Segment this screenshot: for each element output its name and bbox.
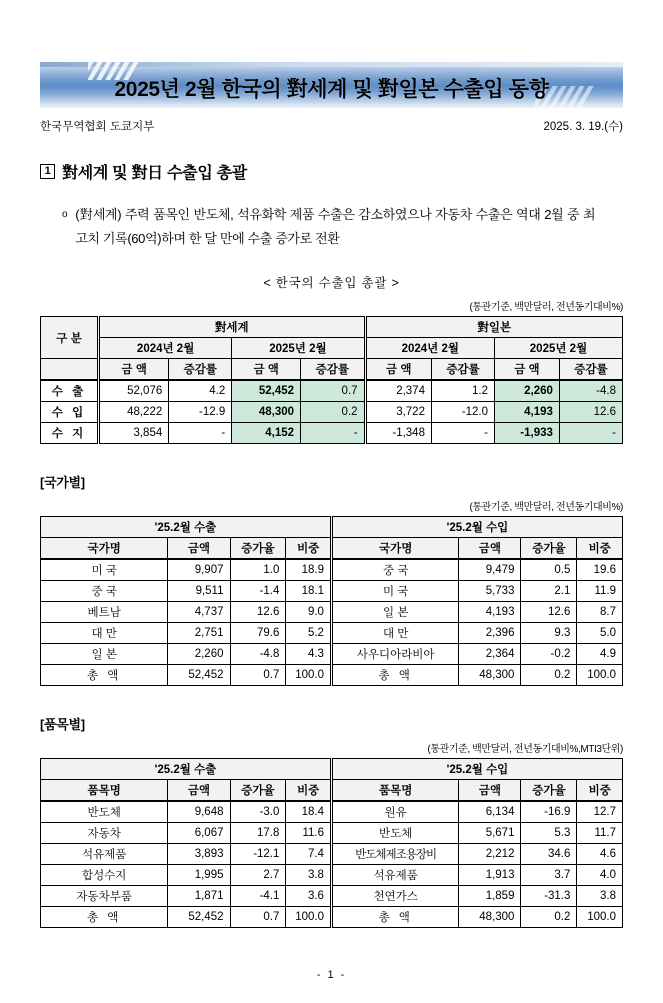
- table2-total-cell: 0.2: [521, 665, 577, 686]
- table3-hdr-rate-e: 증가율: [230, 780, 286, 802]
- table3-cell: 석유제품: [41, 844, 168, 865]
- table2-hdr-rate-i: 증가율: [521, 538, 577, 560]
- table-row: [41, 844, 623, 865]
- table1-subhdr-5: 증감률: [431, 359, 494, 381]
- summary-table: [40, 316, 623, 444]
- table2-units: (통관기준, 백만달러, 전년동기대비%): [469, 502, 623, 514]
- table3-cell: 천연가스: [331, 886, 458, 907]
- table2-cell: 2,364: [459, 644, 521, 665]
- table1-cell: -1,348: [365, 423, 431, 444]
- table3-cell: 3.8: [286, 865, 332, 886]
- table2-cell: 사우디아라비아: [331, 644, 458, 665]
- table3-hdr-amt-e: 금액: [168, 780, 230, 802]
- table2-total-cell: 52,452: [168, 665, 230, 686]
- table1-cell: 0.2: [301, 402, 366, 423]
- table2-cell: 미 국: [331, 581, 458, 602]
- table1-subhdr-1: 증감률: [169, 359, 232, 381]
- table2-cell: 5.0: [577, 623, 623, 644]
- table3-cell: 1,859: [459, 886, 521, 907]
- table3-cell: 반도체제조용장비: [331, 844, 458, 865]
- table-row: [41, 780, 623, 802]
- organization-label: 한국무역협회 도쿄지부: [40, 121, 155, 133]
- table1-cell: -12.0: [431, 402, 494, 423]
- table1-group-japan: 對일본: [365, 317, 622, 338]
- table3-hdr-share-i: 비중: [577, 780, 623, 802]
- table2-cell: 1.0: [230, 559, 286, 581]
- table-row: [41, 886, 623, 907]
- table1-subhdr-7: 증감률: [559, 359, 622, 381]
- table3-total-cell: 100.0: [286, 907, 332, 928]
- table2-total-cell: 48,300: [459, 665, 521, 686]
- table2-cell: 대 만: [331, 623, 458, 644]
- table2-cell: 18.1: [286, 581, 332, 602]
- table3-cell: 34.6: [521, 844, 577, 865]
- table2-hdr-share-e: 비중: [286, 538, 332, 560]
- table2-total-cell: 100.0: [577, 665, 623, 686]
- table1-caption: < 한국의 수출입 총괄 >: [263, 276, 400, 291]
- table2-cell: 2,751: [168, 623, 230, 644]
- table3-total-cell: 48,300: [459, 907, 521, 928]
- table3-hdr-name-i: 품목명: [331, 780, 458, 802]
- table3-cell: 5,671: [459, 823, 521, 844]
- table2-group-import: '25.2월 수입: [331, 517, 622, 538]
- table2-hdr-share-i: 비중: [577, 538, 623, 560]
- table1-col-label: 구 분: [41, 317, 99, 359]
- document-page: [0, 62, 663, 1003]
- table2-cell: -1.4: [230, 581, 286, 602]
- section-1-heading: [40, 160, 623, 183]
- table3-total-cell: 100.0: [577, 907, 623, 928]
- table-row: [41, 644, 623, 665]
- section-1-bullet: [40, 203, 623, 251]
- table3-total-cell: 0.2: [521, 907, 577, 928]
- table1-cell: -1,933: [494, 423, 559, 444]
- table-row: [41, 801, 623, 823]
- table3-cell: 원유: [331, 801, 458, 823]
- table-row: [41, 423, 623, 444]
- table1-subhdr-blank: [41, 359, 99, 381]
- table-row: [41, 759, 623, 780]
- table1-cell: 3,722: [365, 402, 431, 423]
- table2-hdr-rate-e: 증가율: [230, 538, 286, 560]
- table-row: [41, 865, 623, 886]
- table1-cell: -12.9: [169, 402, 232, 423]
- table1-subhdr-3: 증감률: [301, 359, 366, 381]
- table2-cell: 79.6: [230, 623, 286, 644]
- table1-cell: 1.2: [431, 380, 494, 402]
- table3-cell: 2,212: [459, 844, 521, 865]
- table1-group-world: 對세계: [99, 317, 366, 338]
- table1-cell: -4.8: [559, 380, 622, 402]
- table1-row-label: 수 지: [41, 423, 99, 444]
- table3-total-cell: 0.7: [230, 907, 286, 928]
- product-table: [40, 758, 623, 928]
- table1-period-w24: 2024년 2월: [99, 338, 232, 359]
- section-number-badge: 1: [40, 164, 55, 179]
- table2-cell: 9,479: [459, 559, 521, 581]
- table3-cell: 3,893: [168, 844, 230, 865]
- table2-cell: 4,737: [168, 602, 230, 623]
- page-title: 2025년 2월 한국의 對세계 및 對일본 수출입 동향: [114, 77, 549, 101]
- country-block-title: [국가별]: [40, 475, 85, 491]
- table3-cell: 석유제품: [331, 865, 458, 886]
- table3-cell: 3.6: [286, 886, 332, 907]
- table1-cell: -: [431, 423, 494, 444]
- table2-cell: 12.6: [230, 602, 286, 623]
- table2-cell: -4.8: [230, 644, 286, 665]
- table2-hdr-name-i: 국가명: [331, 538, 458, 560]
- table1-row-label: 수 출: [41, 380, 99, 402]
- table1-cell: 4.2: [169, 380, 232, 402]
- table3-cell: 17.8: [230, 823, 286, 844]
- table3-hdr-name-e: 품목명: [41, 780, 168, 802]
- table3-hdr-rate-i: 증가율: [521, 780, 577, 802]
- table2-cell: 대 만: [41, 623, 168, 644]
- table2-total-cell: 100.0: [286, 665, 332, 686]
- table1-period-j24: 2024년 2월: [365, 338, 494, 359]
- table3-cell: 1,995: [168, 865, 230, 886]
- table-row: [41, 602, 623, 623]
- section-1-title: 對세계 및 對日 수출입 총괄: [62, 165, 247, 182]
- table3-cell: -31.3: [521, 886, 577, 907]
- table1-cell: 52,452: [232, 380, 301, 402]
- table1-subhdr-0: 금 액: [99, 359, 169, 381]
- table2-group-export: '25.2월 수출: [41, 517, 332, 538]
- table-row: [41, 559, 623, 581]
- table2-cell: 4,193: [459, 602, 521, 623]
- table1-subhdr-4: 금 액: [365, 359, 431, 381]
- table2-cell: -0.2: [521, 644, 577, 665]
- table3-cell: -4.1: [230, 886, 286, 907]
- table3-cell: 11.6: [286, 823, 332, 844]
- table3-cell: 자동차부품: [41, 886, 168, 907]
- table2-cell: 2,260: [168, 644, 230, 665]
- table3-group-import: '25.2월 수입: [331, 759, 622, 780]
- table3-cell: 11.7: [577, 823, 623, 844]
- table3-cell: 18.4: [286, 801, 332, 823]
- table2-hdr-name-e: 국가명: [41, 538, 168, 560]
- table1-cell: 48,300: [232, 402, 301, 423]
- bullet-text: (對세계) 주력 품목인 반도체, 석유화학 제품 수출은 감소하였으나 자동차 수출은 역대 2월 중 최고치 기록(60억)하며 한 달 만에 수출 증가로 전환: [75, 207, 596, 247]
- table1-cell: 4,152: [232, 423, 301, 444]
- table2-cell: 11.9: [577, 581, 623, 602]
- table3-cell: 반도체: [41, 801, 168, 823]
- table3-cell: 3.8: [577, 886, 623, 907]
- table3-cell: 9,648: [168, 801, 230, 823]
- table1-period-j25: 2025년 2월: [494, 338, 622, 359]
- bullet-marker-icon: o: [62, 209, 68, 220]
- table3-cell: 1,871: [168, 886, 230, 907]
- table1-cell: -: [169, 423, 232, 444]
- byline: [40, 118, 623, 134]
- table2-total-label-e: 총 액: [41, 665, 168, 686]
- table3-hdr-amt-i: 금액: [459, 780, 521, 802]
- table2-cell: 2.1: [521, 581, 577, 602]
- table-row: [41, 517, 623, 538]
- table-row-total: [41, 665, 623, 686]
- table1-cell: -: [301, 423, 366, 444]
- table2-cell: 18.9: [286, 559, 332, 581]
- title-banner: [40, 62, 623, 108]
- table-row: [41, 823, 623, 844]
- table1-cell: 3,854: [99, 423, 169, 444]
- table1-cell: 4,193: [494, 402, 559, 423]
- table3-cell: 반도체: [331, 823, 458, 844]
- table2-cell: 12.6: [521, 602, 577, 623]
- table2-hdr-amt-i: 금액: [459, 538, 521, 560]
- table2-cell: 미 국: [41, 559, 168, 581]
- table-row: [41, 359, 623, 381]
- table1-row-label: 수 입: [41, 402, 99, 423]
- table2-cell: 일 본: [41, 644, 168, 665]
- table2-total-label-i: 총 액: [331, 665, 458, 686]
- table3-total-label-i: 총 액: [331, 907, 458, 928]
- table3-cell: 2.7: [230, 865, 286, 886]
- table3-hdr-share-e: 비중: [286, 780, 332, 802]
- table2-cell: 0.5: [521, 559, 577, 581]
- table2-hdr-amt-e: 금액: [168, 538, 230, 560]
- product-block-title: [품목별]: [40, 717, 85, 733]
- table2-cell: 9,511: [168, 581, 230, 602]
- table1-subhdr-6: 금 액: [494, 359, 559, 381]
- table3-cell: 6,067: [168, 823, 230, 844]
- table-row-total: [41, 907, 623, 928]
- table3-total-label-e: 총 액: [41, 907, 168, 928]
- table2-cell: 일 본: [331, 602, 458, 623]
- table2-cell: 9.3: [521, 623, 577, 644]
- table3-cell: -3.0: [230, 801, 286, 823]
- table3-total-cell: 52,452: [168, 907, 230, 928]
- table1-cell: -: [559, 423, 622, 444]
- table3-group-export: '25.2월 수출: [41, 759, 332, 780]
- table2-cell: 중 국: [331, 559, 458, 581]
- table3-cell: 자동차: [41, 823, 168, 844]
- table2-cell: 5,733: [459, 581, 521, 602]
- table1-cell: 0.7: [301, 380, 366, 402]
- table2-total-cell: 0.7: [230, 665, 286, 686]
- table2-cell: 2,396: [459, 623, 521, 644]
- table3-cell: -16.9: [521, 801, 577, 823]
- table-row: [41, 338, 623, 359]
- table2-cell: 8.7: [577, 602, 623, 623]
- table1-cell: 2,374: [365, 380, 431, 402]
- table3-cell: 6,134: [459, 801, 521, 823]
- table3-units: (통관기준, 백만달러, 전년동기대비%,MTI3단위): [427, 744, 623, 756]
- country-table: [40, 516, 623, 686]
- table1-cell: 48,222: [99, 402, 169, 423]
- table1-units: (통관기준, 백만달러, 전년동기대비%): [469, 302, 623, 314]
- table2-cell: 9,907: [168, 559, 230, 581]
- publish-date: 2025. 3. 19.(수): [543, 121, 623, 133]
- table-row: [41, 402, 623, 423]
- page-number: - 1 -: [316, 969, 347, 981]
- table1-subhdr-2: 금 액: [232, 359, 301, 381]
- table2-cell: 9.0: [286, 602, 332, 623]
- table2-cell: 19.6: [577, 559, 623, 581]
- table2-cell: 5.2: [286, 623, 332, 644]
- table-row: [41, 538, 623, 560]
- table3-cell: -12.1: [230, 844, 286, 865]
- table-row: [41, 581, 623, 602]
- table3-cell: 3.7: [521, 865, 577, 886]
- table1-cell: 12.6: [559, 402, 622, 423]
- table3-cell: 1,913: [459, 865, 521, 886]
- table3-cell: 7.4: [286, 844, 332, 865]
- table-row: [41, 317, 623, 338]
- table2-cell: 4.3: [286, 644, 332, 665]
- table3-cell: 5.3: [521, 823, 577, 844]
- table-row: [41, 380, 623, 402]
- table2-cell: 4.9: [577, 644, 623, 665]
- table2-cell: 베트남: [41, 602, 168, 623]
- table3-cell: 4.0: [577, 865, 623, 886]
- table3-cell: 12.7: [577, 801, 623, 823]
- table2-cell: 중 국: [41, 581, 168, 602]
- table1-period-w25: 2025년 2월: [232, 338, 365, 359]
- table-row: [41, 623, 623, 644]
- table1-cell: 52,076: [99, 380, 169, 402]
- table1-cell: 2,260: [494, 380, 559, 402]
- table3-cell: 합성수지: [41, 865, 168, 886]
- table3-cell: 4.6: [577, 844, 623, 865]
